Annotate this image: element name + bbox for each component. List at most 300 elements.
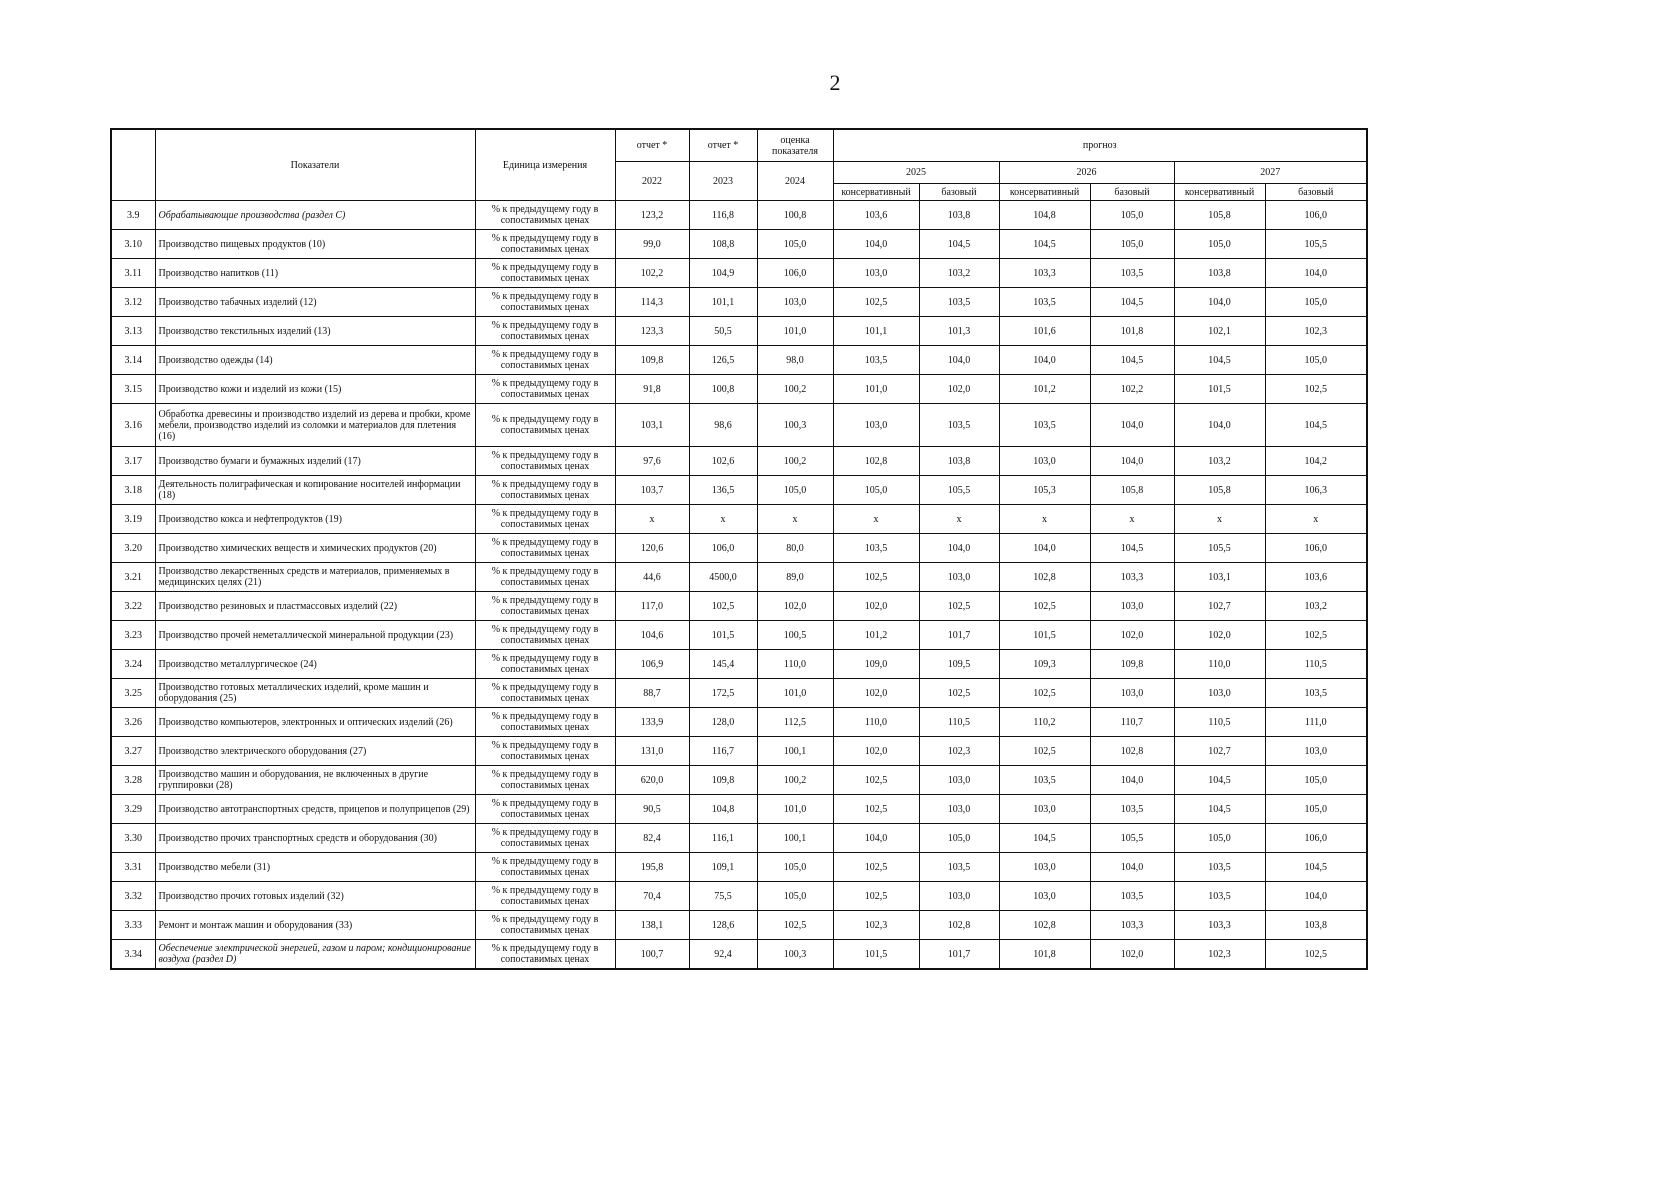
value-2024-estimate: 101,0 (757, 317, 833, 346)
value-2026-base: 105,0 (1090, 201, 1174, 230)
value-2026-base: 105,8 (1090, 476, 1174, 505)
value-2026-conservative: 101,2 (999, 375, 1090, 404)
value-2027-conservative: 103,5 (1174, 853, 1265, 882)
value-2027-conservative: 105,8 (1174, 201, 1265, 230)
value-2027-conservative: 103,3 (1174, 911, 1265, 940)
value-2024-estimate: 89,0 (757, 563, 833, 592)
value-2022-report: 97,6 (615, 447, 689, 476)
value-2026-conservative: 103,0 (999, 447, 1090, 476)
table-row (111, 592, 1367, 621)
row-unit: % к предыдущему году в сопоставимых ценах (475, 853, 615, 882)
value-2025-base: 103,8 (919, 447, 999, 476)
value-2027-base: 104,0 (1265, 259, 1367, 288)
value-2027-base: 106,0 (1265, 201, 1367, 230)
value-2026-conservative: 104,8 (999, 201, 1090, 230)
value-2025-base: 101,7 (919, 940, 999, 970)
row-number: 3.27 (111, 737, 155, 766)
row-indicator-name: Производство прочей неметаллической минеральной продукции (23) (155, 621, 475, 650)
value-2026-base: 102,0 (1090, 940, 1174, 970)
row-indicator-name: Производство резиновых и пластмассовых изделий (22) (155, 592, 475, 621)
header-year-2026: 2026 (999, 162, 1174, 184)
header-unit: Единица измерения (475, 129, 615, 201)
value-2027-conservative: 102,7 (1174, 592, 1265, 621)
value-2027-base: 102,5 (1265, 621, 1367, 650)
value-2025-base: 102,5 (919, 679, 999, 708)
value-2023-report: 128,6 (689, 911, 757, 940)
value-2027-base: 103,0 (1265, 737, 1367, 766)
value-2022-report: 123,2 (615, 201, 689, 230)
row-number: 3.10 (111, 230, 155, 259)
value-2025-conservative: 101,1 (833, 317, 919, 346)
value-2022-report: 114,3 (615, 288, 689, 317)
row-indicator-name: Производство бумаги и бумажных изделий (17) (155, 447, 475, 476)
header-report-2022: отчет * (615, 129, 689, 162)
value-2027-conservative: 104,0 (1174, 288, 1265, 317)
value-2026-base: 104,5 (1090, 288, 1174, 317)
value-2022-report: 104,6 (615, 621, 689, 650)
value-2025-base: 103,5 (919, 853, 999, 882)
value-2025-base: 102,3 (919, 737, 999, 766)
table-row (111, 259, 1367, 288)
row-unit: % к предыдущему году в сопоставимых ценах (475, 824, 615, 853)
value-2022-report: 102,2 (615, 259, 689, 288)
value-2025-conservative: 103,0 (833, 259, 919, 288)
value-2027-conservative: 105,0 (1174, 824, 1265, 853)
row-number: 3.18 (111, 476, 155, 505)
value-2027-base: 102,5 (1265, 375, 1367, 404)
value-2027-conservative: 103,2 (1174, 447, 1265, 476)
row-indicator-name: Производство машин и оборудования, не включенных в другие группировки (28) (155, 766, 475, 795)
row-number: 3.28 (111, 766, 155, 795)
value-2027-base: 111,0 (1265, 708, 1367, 737)
row-number: 3.19 (111, 505, 155, 534)
value-2023-report: 106,0 (689, 534, 757, 563)
value-2022-report: 100,7 (615, 940, 689, 970)
value-2025-base: 103,5 (919, 404, 999, 447)
table-row (111, 476, 1367, 505)
value-2023-report: 116,7 (689, 737, 757, 766)
value-2026-conservative: 103,5 (999, 288, 1090, 317)
table-body (111, 201, 1367, 970)
row-unit: % к предыдущему году в сопоставимых ценах (475, 317, 615, 346)
row-indicator-name: Производство электрического оборудования (27) (155, 737, 475, 766)
value-2026-conservative: 110,2 (999, 708, 1090, 737)
row-unit: % к предыдущему году в сопоставимых ценах (475, 505, 615, 534)
row-number: 3.14 (111, 346, 155, 375)
table-row (111, 882, 1367, 911)
value-2024-estimate: 100,8 (757, 201, 833, 230)
value-2026-base: 110,7 (1090, 708, 1174, 737)
value-2024-estimate: 105,0 (757, 230, 833, 259)
value-2026-conservative: 109,3 (999, 650, 1090, 679)
value-2027-conservative: 110,5 (1174, 708, 1265, 737)
row-number: 3.31 (111, 853, 155, 882)
value-2025-conservative: 102,3 (833, 911, 919, 940)
table-row (111, 404, 1367, 447)
value-2022-report: 117,0 (615, 592, 689, 621)
value-2027-conservative: 104,5 (1174, 795, 1265, 824)
header-year-2027: 2027 (1174, 162, 1367, 184)
value-2024-estimate: 100,1 (757, 737, 833, 766)
value-2022-report: 90,5 (615, 795, 689, 824)
value-2025-conservative: 102,5 (833, 853, 919, 882)
row-indicator-name: Производство прочих готовых изделий (32) (155, 882, 475, 911)
value-2026-conservative: 102,5 (999, 737, 1090, 766)
table-row (111, 563, 1367, 592)
value-2026-base: 104,0 (1090, 447, 1174, 476)
value-2025-conservative: 104,0 (833, 824, 919, 853)
header-indicators: Показатели (155, 129, 475, 201)
value-2023-report: 50,5 (689, 317, 757, 346)
header-year-2023: 2023 (689, 162, 757, 201)
row-indicator-name: Производство табачных изделий (12) (155, 288, 475, 317)
row-number: 3.25 (111, 679, 155, 708)
value-2026-base: 104,0 (1090, 404, 1174, 447)
value-2027-conservative: 104,5 (1174, 346, 1265, 375)
value-2025-base: 110,5 (919, 708, 999, 737)
value-2025-conservative: 104,0 (833, 230, 919, 259)
value-2027-base: x (1265, 505, 1367, 534)
value-2024-estimate: 80,0 (757, 534, 833, 563)
value-2023-report: 108,8 (689, 230, 757, 259)
value-2027-base: 110,5 (1265, 650, 1367, 679)
row-indicator-name: Обрабатывающие производства (раздел C) (155, 201, 475, 230)
value-2026-base: 104,5 (1090, 346, 1174, 375)
row-number: 3.26 (111, 708, 155, 737)
value-2023-report: 172,5 (689, 679, 757, 708)
value-2024-estimate: 100,2 (757, 447, 833, 476)
value-2027-conservative: 102,0 (1174, 621, 1265, 650)
value-2025-conservative: 105,0 (833, 476, 919, 505)
value-2024-estimate: 101,0 (757, 679, 833, 708)
row-number: 3.33 (111, 911, 155, 940)
header-2025-conservative: консервативный (833, 184, 919, 201)
row-unit: % к предыдущему году в сопоставимых ценах (475, 534, 615, 563)
row-number: 3.32 (111, 882, 155, 911)
row-unit: % к предыдущему году в сопоставимых ценах (475, 346, 615, 375)
value-2026-conservative: 105,3 (999, 476, 1090, 505)
row-unit: % к предыдущему году в сопоставимых ценах (475, 259, 615, 288)
value-2023-report: 109,1 (689, 853, 757, 882)
value-2023-report: 100,8 (689, 375, 757, 404)
value-2025-conservative: 102,0 (833, 592, 919, 621)
value-2024-estimate: 101,0 (757, 795, 833, 824)
value-2022-report: 138,1 (615, 911, 689, 940)
row-unit: % к предыдущему году в сопоставимых ценах (475, 621, 615, 650)
value-2026-conservative: 103,0 (999, 882, 1090, 911)
value-2023-report: 98,6 (689, 404, 757, 447)
value-2025-conservative: 109,0 (833, 650, 919, 679)
value-2026-base: 103,5 (1090, 259, 1174, 288)
value-2026-base: 102,8 (1090, 737, 1174, 766)
value-2025-base: 102,5 (919, 592, 999, 621)
row-indicator-name: Обеспечение электрической энергией, газом и паром; кондиционирование воздуха (раздел D) (155, 940, 475, 970)
row-number: 3.20 (111, 534, 155, 563)
row-unit: % к предыдущему году в сопоставимых ценах (475, 563, 615, 592)
value-2027-base: 102,5 (1265, 940, 1367, 970)
value-2022-report: 103,7 (615, 476, 689, 505)
value-2022-report: 103,1 (615, 404, 689, 447)
value-2025-conservative: 101,0 (833, 375, 919, 404)
row-indicator-name: Производство компьютеров, электронных и оптических изделий (26) (155, 708, 475, 737)
table-row (111, 621, 1367, 650)
value-2026-base: 105,5 (1090, 824, 1174, 853)
table-row (111, 317, 1367, 346)
header-2027-base: базовый (1265, 184, 1367, 201)
value-2023-report: 116,1 (689, 824, 757, 853)
value-2027-base: 106,0 (1265, 534, 1367, 563)
value-2025-base: 105,5 (919, 476, 999, 505)
value-2024-estimate: 106,0 (757, 259, 833, 288)
value-2027-conservative: 105,0 (1174, 230, 1265, 259)
value-2023-report: 102,5 (689, 592, 757, 621)
value-2027-base: 103,2 (1265, 592, 1367, 621)
row-indicator-name: Производство кожи и изделий из кожи (15) (155, 375, 475, 404)
row-unit: % к предыдущему году в сопоставимых ценах (475, 447, 615, 476)
row-indicator-name: Ремонт и монтаж машин и оборудования (33) (155, 911, 475, 940)
row-indicator-name: Производство пищевых продуктов (10) (155, 230, 475, 259)
value-2024-estimate: 105,0 (757, 882, 833, 911)
header-number-cell (111, 129, 155, 201)
table-row (111, 288, 1367, 317)
value-2027-conservative: 103,8 (1174, 259, 1265, 288)
table-row (111, 679, 1367, 708)
value-2027-base: 104,2 (1265, 447, 1367, 476)
value-2024-estimate: 100,2 (757, 375, 833, 404)
value-2025-conservative: 103,6 (833, 201, 919, 230)
value-2025-conservative: 110,0 (833, 708, 919, 737)
value-2027-conservative: 104,5 (1174, 766, 1265, 795)
value-2024-estimate: 103,0 (757, 288, 833, 317)
value-2025-base: 103,8 (919, 201, 999, 230)
value-2027-conservative: 102,1 (1174, 317, 1265, 346)
row-number: 3.22 (111, 592, 155, 621)
value-2026-base: x (1090, 505, 1174, 534)
value-2026-base: 104,0 (1090, 766, 1174, 795)
row-indicator-name: Обработка древесины и производство изделий из дерева и пробки, кроме мебели, производство изделий из соломки и материалов для плетения (16) (155, 404, 475, 447)
value-2026-base: 104,5 (1090, 534, 1174, 563)
value-2024-estimate: 110,0 (757, 650, 833, 679)
value-2027-base: 106,0 (1265, 824, 1367, 853)
value-2024-estimate: 105,0 (757, 853, 833, 882)
value-2023-report: 126,5 (689, 346, 757, 375)
value-2026-conservative: 104,0 (999, 534, 1090, 563)
value-2027-conservative: 102,7 (1174, 737, 1265, 766)
row-unit: % к предыдущему году в сопоставимых ценах (475, 592, 615, 621)
value-2026-base: 101,8 (1090, 317, 1174, 346)
value-2023-report: x (689, 505, 757, 534)
row-number: 3.30 (111, 824, 155, 853)
value-2025-conservative: x (833, 505, 919, 534)
table-row (111, 940, 1367, 970)
value-2026-conservative: 101,5 (999, 621, 1090, 650)
row-number: 3.12 (111, 288, 155, 317)
value-2022-report: 70,4 (615, 882, 689, 911)
table-row (111, 534, 1367, 563)
table-row (111, 230, 1367, 259)
value-2025-base: x (919, 505, 999, 534)
value-2026-base: 102,0 (1090, 621, 1174, 650)
table-row (111, 853, 1367, 882)
row-number: 3.16 (111, 404, 155, 447)
table-row (111, 737, 1367, 766)
value-2022-report: 106,9 (615, 650, 689, 679)
row-number: 3.24 (111, 650, 155, 679)
row-number: 3.13 (111, 317, 155, 346)
header-2026-base: базовый (1090, 184, 1174, 201)
header-2027-conservative: консервативный (1174, 184, 1265, 201)
table-row (111, 911, 1367, 940)
value-2027-conservative: 101,5 (1174, 375, 1265, 404)
value-2025-base: 105,0 (919, 824, 999, 853)
table-row (111, 447, 1367, 476)
value-2025-conservative: 103,5 (833, 346, 919, 375)
row-unit: % к предыдущему году в сопоставимых ценах (475, 650, 615, 679)
value-2027-conservative: 103,0 (1174, 679, 1265, 708)
value-2026-conservative: x (999, 505, 1090, 534)
value-2025-conservative: 102,8 (833, 447, 919, 476)
value-2023-report: 92,4 (689, 940, 757, 970)
value-2022-report: x (615, 505, 689, 534)
row-number: 3.23 (111, 621, 155, 650)
value-2026-base: 104,0 (1090, 853, 1174, 882)
value-2025-base: 103,0 (919, 882, 999, 911)
value-2026-conservative: 102,8 (999, 911, 1090, 940)
value-2026-base: 103,5 (1090, 882, 1174, 911)
value-2023-report: 109,8 (689, 766, 757, 795)
value-2027-base: 103,5 (1265, 679, 1367, 708)
value-2027-conservative: x (1174, 505, 1265, 534)
value-2027-base: 105,0 (1265, 795, 1367, 824)
header-2026-conservative: консервативный (999, 184, 1090, 201)
value-2026-conservative: 104,5 (999, 230, 1090, 259)
value-2022-report: 131,0 (615, 737, 689, 766)
forecast-table (110, 128, 1368, 970)
row-indicator-name: Производство автотранспортных средств, прицепов и полуприцепов (29) (155, 795, 475, 824)
value-2025-conservative: 102,5 (833, 288, 919, 317)
value-2025-base: 103,0 (919, 795, 999, 824)
row-number: 3.21 (111, 563, 155, 592)
value-2025-base: 103,5 (919, 288, 999, 317)
row-number: 3.29 (111, 795, 155, 824)
value-2026-base: 103,3 (1090, 911, 1174, 940)
table-row (111, 824, 1367, 853)
value-2025-conservative: 103,5 (833, 534, 919, 563)
value-2026-base: 109,8 (1090, 650, 1174, 679)
value-2025-conservative: 101,5 (833, 940, 919, 970)
value-2024-estimate: 102,0 (757, 592, 833, 621)
value-2024-estimate: 100,1 (757, 824, 833, 853)
header-2025-base: базовый (919, 184, 999, 201)
value-2025-base: 102,0 (919, 375, 999, 404)
value-2025-base: 104,0 (919, 346, 999, 375)
value-2026-conservative: 102,5 (999, 592, 1090, 621)
value-2022-report: 82,4 (615, 824, 689, 853)
header-forecast: прогноз (833, 129, 1367, 162)
row-number: 3.9 (111, 201, 155, 230)
value-2027-base: 102,3 (1265, 317, 1367, 346)
value-2022-report: 91,8 (615, 375, 689, 404)
value-2026-base: 103,3 (1090, 563, 1174, 592)
header-year-2025: 2025 (833, 162, 999, 184)
value-2026-conservative: 103,5 (999, 404, 1090, 447)
value-2027-conservative: 105,8 (1174, 476, 1265, 505)
table-row (111, 505, 1367, 534)
value-2026-conservative: 102,8 (999, 563, 1090, 592)
value-2023-report: 101,5 (689, 621, 757, 650)
value-2025-conservative: 101,2 (833, 621, 919, 650)
value-2027-conservative: 105,5 (1174, 534, 1265, 563)
value-2023-report: 102,6 (689, 447, 757, 476)
value-2025-base: 103,0 (919, 766, 999, 795)
value-2022-report: 620,0 (615, 766, 689, 795)
value-2023-report: 116,8 (689, 201, 757, 230)
value-2024-estimate: 102,5 (757, 911, 833, 940)
value-2027-base: 103,8 (1265, 911, 1367, 940)
value-2025-conservative: 102,0 (833, 679, 919, 708)
value-2023-report: 136,5 (689, 476, 757, 505)
row-unit: % к предыдущему году в сопоставимых ценах (475, 708, 615, 737)
value-2026-conservative: 102,5 (999, 679, 1090, 708)
value-2027-base: 105,5 (1265, 230, 1367, 259)
value-2023-report: 101,1 (689, 288, 757, 317)
value-2027-base: 103,6 (1265, 563, 1367, 592)
row-indicator-name: Производство мебели (31) (155, 853, 475, 882)
value-2026-conservative: 101,6 (999, 317, 1090, 346)
value-2027-base: 105,0 (1265, 766, 1367, 795)
row-number: 3.11 (111, 259, 155, 288)
value-2026-base: 102,2 (1090, 375, 1174, 404)
value-2025-base: 102,8 (919, 911, 999, 940)
value-2025-conservative: 102,5 (833, 563, 919, 592)
value-2023-report: 75,5 (689, 882, 757, 911)
value-2024-estimate: 100,3 (757, 404, 833, 447)
row-unit: % к предыдущему году в сопоставимых ценах (475, 795, 615, 824)
value-2026-conservative: 103,0 (999, 795, 1090, 824)
row-unit: % к предыдущему году в сопоставимых ценах (475, 375, 615, 404)
row-unit: % к предыдущему году в сопоставимых ценах (475, 288, 615, 317)
value-2026-base: 103,0 (1090, 679, 1174, 708)
row-indicator-name: Производство кокса и нефтепродуктов (19) (155, 505, 475, 534)
value-2026-base: 103,5 (1090, 795, 1174, 824)
value-2024-estimate: 112,5 (757, 708, 833, 737)
row-indicator-name: Производство одежды (14) (155, 346, 475, 375)
value-2026-conservative: 103,5 (999, 766, 1090, 795)
row-unit: % к предыдущему году в сопоставимых ценах (475, 404, 615, 447)
value-2025-conservative: 102,0 (833, 737, 919, 766)
value-2027-base: 106,3 (1265, 476, 1367, 505)
value-2025-base: 104,0 (919, 534, 999, 563)
value-2024-estimate: 100,2 (757, 766, 833, 795)
value-2027-base: 105,0 (1265, 346, 1367, 375)
value-2022-report: 99,0 (615, 230, 689, 259)
value-2022-report: 88,7 (615, 679, 689, 708)
value-2027-conservative: 103,1 (1174, 563, 1265, 592)
header-report-2023: отчет * (689, 129, 757, 162)
value-2023-report: 4500,0 (689, 563, 757, 592)
value-2025-base: 101,3 (919, 317, 999, 346)
value-2024-estimate: x (757, 505, 833, 534)
table-row (111, 795, 1367, 824)
value-2024-estimate: 98,0 (757, 346, 833, 375)
value-2023-report: 104,8 (689, 795, 757, 824)
value-2026-base: 105,0 (1090, 230, 1174, 259)
value-2023-report: 128,0 (689, 708, 757, 737)
value-2025-conservative: 103,0 (833, 404, 919, 447)
value-2026-conservative: 103,0 (999, 853, 1090, 882)
table-row (111, 375, 1367, 404)
row-unit: % к предыдущему году в сопоставимых ценах (475, 476, 615, 505)
